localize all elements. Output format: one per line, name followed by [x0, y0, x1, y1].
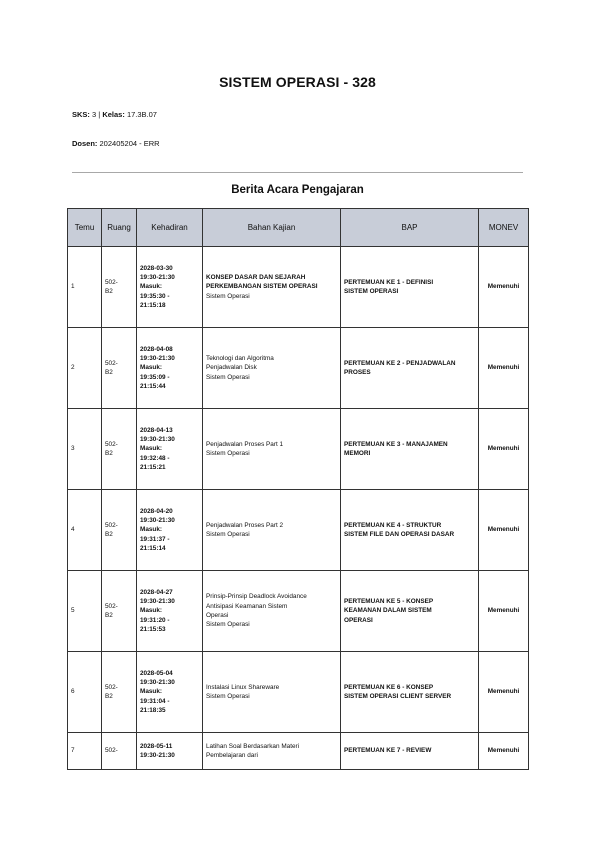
bahan-line: Operasi [206, 612, 229, 619]
cell-ruang [102, 409, 137, 490]
cell-bahan-kajian [203, 571, 341, 652]
cell-kehadiran [137, 571, 203, 652]
cell-temu: 4 [68, 490, 102, 571]
cell-bahan-kajian [203, 247, 341, 328]
cell-kehadiran [137, 247, 203, 328]
bahan-line: Latihan Soal Berdasarkan Materi [206, 742, 300, 750]
bap-line: PERTEMUAN KE 3 - MANAJAMEN [344, 440, 448, 448]
kehadiran-time: 19:30-21:30 [140, 274, 175, 282]
ruang-line: B2 [105, 693, 113, 700]
ruang-line: 502- [105, 440, 118, 448]
ruang-line: 502- [105, 683, 118, 691]
kehadiran-masuk: Masuk: [140, 526, 163, 534]
kehadiran-out: 21:15:21 [140, 463, 166, 471]
kehadiran-time: 19:30-21:30 [140, 517, 175, 525]
cell-kehadiran [137, 652, 203, 733]
kehadiran-masuk: Masuk: [140, 607, 163, 615]
bahan-line: Penjadwalan Proses Part 1 [206, 440, 284, 448]
kehadiran-out: 21:15:18 [140, 301, 166, 309]
kehadiran-in: 19:35:30 - [140, 292, 170, 300]
ruang-line: 502- [105, 602, 118, 610]
cell-bahan-kajian [203, 328, 341, 409]
sks-label: SKS: [72, 110, 90, 119]
cell-bap [341, 571, 479, 652]
cell-bahan-kajian [203, 652, 341, 733]
ruang-line: B2 [105, 531, 113, 538]
cell-ruang [102, 733, 137, 770]
kehadiran-in: 19:31:20 - [140, 616, 170, 624]
kehadiran-time: 19:30-21:30 [140, 752, 175, 759]
ruang-line: B2 [105, 369, 113, 376]
table-header-row [68, 209, 529, 247]
cell-monev: Memenuhi [479, 409, 529, 490]
cell-temu: 2 [68, 328, 102, 409]
bap-line: SISTEM OPERASI [344, 288, 399, 295]
cell-bap [341, 733, 479, 770]
bahan-line: Sistem Operasi [206, 531, 250, 538]
header-bap: BAP [341, 209, 479, 247]
cell-bahan-kajian [203, 490, 341, 571]
cell-temu: 6 [68, 652, 102, 733]
cell-kehadiran [137, 733, 203, 770]
ruang-line: B2 [105, 612, 113, 619]
section-title: Berita Acara Pengajaran [231, 184, 364, 196]
header-kehadiran: Kehadiran [137, 209, 203, 247]
kehadiran-date: 2028-04-27 [140, 588, 173, 596]
kehadiran-masuk: Masuk: [140, 688, 163, 696]
bap-line: PERTEMUAN KE 5 - KONSEP [344, 598, 434, 606]
cell-temu: 3 [68, 409, 102, 490]
kehadiran-out: 21:15:14 [140, 544, 166, 552]
cell-ruang [102, 328, 137, 409]
cell-monev: Memenuhi [479, 328, 529, 409]
cell-monev: Memenuhi [479, 652, 529, 733]
bahan-line: Antisipasi Keamanan Sistem [206, 602, 288, 610]
kehadiran-in: 19:35:09 - [140, 373, 170, 381]
bap-line: PERTEMUAN KE 2 - PENJADWALAN [344, 359, 456, 367]
kehadiran-date: 2028-04-13 [140, 426, 173, 434]
table-row [68, 247, 529, 328]
dosen-label: Dosen: [72, 139, 98, 148]
dosen-value: 202405204 - ERR [99, 139, 160, 148]
ruang-line: B2 [105, 450, 113, 457]
bap-line: SISTEM OPERASI CLIENT SERVER [344, 693, 452, 700]
kehadiran-out: 21:15:53 [140, 625, 166, 633]
kehadiran-in: 19:32:48 - [140, 454, 170, 462]
page-title: SISTEM OPERASI - 328 [219, 74, 376, 90]
bahan-line: Sistem Operasi [206, 693, 250, 700]
kehadiran-date: 2028-04-08 [140, 345, 173, 353]
bap-line: PERTEMUAN KE 4 - STRUKTUR [344, 521, 442, 529]
cell-temu: 7 [68, 733, 102, 770]
kehadiran-date: 2028-05-11 [140, 742, 173, 750]
kehadiran-out: 21:18:35 [140, 706, 166, 714]
cell-temu: 1 [68, 247, 102, 328]
bahan-line: Teknologi dan Algoritma [206, 355, 274, 363]
bap-line: SISTEM FILE DAN OPERASI DASAR [344, 531, 455, 538]
kehadiran-out: 21:15:44 [140, 382, 166, 390]
kehadiran-time: 19:30-21:30 [140, 355, 175, 363]
bahan-line: Prinsip-Prinsip Deadlock Avoidance [206, 593, 307, 601]
table-row [68, 409, 529, 490]
table-row [68, 490, 529, 571]
kehadiran-masuk: Masuk: [140, 445, 163, 453]
bap-line: MEMORI [344, 450, 371, 457]
kehadiran-time: 19:30-21:30 [140, 679, 175, 687]
bahan-line: Sistem Operasi [206, 373, 250, 381]
kelas-label: Kelas: [102, 110, 125, 119]
meta-separator: | [98, 110, 101, 119]
kehadiran-masuk: Masuk: [140, 364, 163, 372]
ruang-line: 502- [105, 747, 118, 755]
cell-bahan-kajian [203, 409, 341, 490]
bap-line: PERTEMUAN KE 7 - REVIEW [344, 747, 432, 755]
cell-monev: Memenuhi [479, 571, 529, 652]
bap-line: PERTEMUAN KE 6 - KONSEP [344, 683, 434, 691]
cell-kehadiran [137, 490, 203, 571]
cell-bap [341, 328, 479, 409]
ruang-line: 502- [105, 521, 118, 529]
bahan-line: Instalasi Linux Shareware [206, 683, 280, 691]
kehadiran-time: 19:30-21:30 [140, 436, 175, 444]
cell-kehadiran [137, 328, 203, 409]
bahan-line: Pembelajaran dari [206, 752, 258, 759]
cell-ruang [102, 571, 137, 652]
cell-bap [341, 247, 479, 328]
cell-monev: Memenuhi [479, 733, 529, 770]
bap-line: OPERASI [344, 616, 373, 624]
table-row [68, 328, 529, 409]
kehadiran-in: 19:31:04 - [140, 697, 170, 705]
kehadiran-date: 2028-04-20 [140, 507, 173, 515]
bap-line: PERTEMUAN KE 1 - DEFINISI [344, 278, 434, 286]
cell-monev: Memenuhi [479, 490, 529, 571]
bahan-line: Penjadwalan Proses Part 2 [206, 521, 284, 529]
cell-ruang [102, 490, 137, 571]
bap-line: PROSES [344, 369, 371, 376]
meta-dosen [72, 139, 160, 148]
sks-value: 3 [92, 110, 97, 119]
ruang-line: B2 [105, 288, 113, 295]
kehadiran-in: 19:31:37 - [140, 535, 170, 543]
kehadiran-masuk: Masuk: [140, 283, 163, 291]
bahan-line: Penjadwalan Disk [206, 364, 257, 372]
bahan-line: Sistem Operasi [206, 621, 250, 629]
meta-sks-kelas [72, 110, 157, 119]
header-temu: Temu [68, 209, 102, 247]
header-bahan-kajian: Bahan Kajian [203, 209, 341, 247]
cell-bap [341, 652, 479, 733]
ruang-line: 502- [105, 278, 118, 286]
table-row [68, 733, 529, 770]
cell-temu: 5 [68, 571, 102, 652]
header-ruang: Ruang [102, 209, 137, 247]
bahan-line: PERKEMBANGAN SISTEM OPERASI [206, 283, 318, 291]
cell-bap [341, 409, 479, 490]
kehadiran-date: 2028-05-04 [140, 669, 173, 677]
header-monev: MONEV [479, 209, 529, 247]
kehadiran-time: 19:30-21:30 [140, 598, 175, 606]
cell-kehadiran [137, 409, 203, 490]
bap-table [67, 208, 529, 770]
cell-ruang [102, 247, 137, 328]
cell-bap [341, 490, 479, 571]
divider [72, 172, 523, 173]
cell-bahan-kajian [203, 733, 341, 770]
cell-monev: Memenuhi [479, 247, 529, 328]
bahan-line: Sistem Operasi [206, 292, 250, 300]
table-row [68, 652, 529, 733]
cell-ruang [102, 652, 137, 733]
bahan-line: KONSEP DASAR DAN SEJARAH [206, 274, 306, 282]
kelas-value: 17.3B.07 [126, 110, 157, 119]
table-row [68, 571, 529, 652]
ruang-line: 502- [105, 359, 118, 367]
bahan-line: Sistem Operasi [206, 450, 250, 457]
kehadiran-date: 2028-03-30 [140, 264, 173, 272]
bap-line: KEAMANAN DALAM SISTEM [344, 607, 432, 615]
